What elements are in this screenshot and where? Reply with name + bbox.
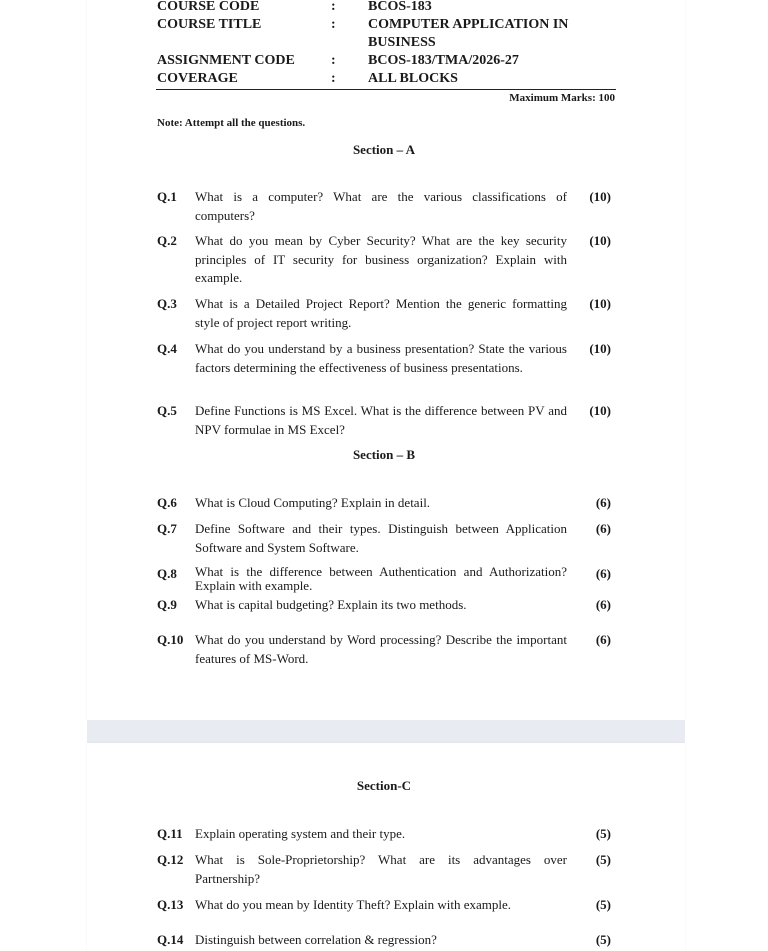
question-number: Q.2	[157, 233, 177, 248]
course-title-value-line1: COMPUTER APPLICATION IN	[368, 17, 569, 32]
question-marks: (10)	[589, 341, 611, 356]
question-marks: (10)	[589, 233, 611, 248]
assignment-code-label: ASSIGNMENT CODE	[157, 53, 295, 68]
question-marks: (5)	[595, 932, 611, 947]
course-title-value-line2: BUSINESS	[368, 35, 436, 50]
course-code-value: BCOS-183	[368, 0, 432, 14]
colon: :	[331, 71, 336, 86]
question-number: Q.14	[157, 932, 184, 947]
question-number: Q.11	[157, 826, 183, 841]
question-number: Q.10	[157, 632, 184, 647]
question-text: Define Software and their types. Distinguish between Application Software and System Software.	[195, 521, 567, 555]
colon: :	[331, 53, 336, 68]
question-number: Q.7	[157, 521, 177, 536]
question-text: What is a computer? What are the various classifications of computers?	[195, 189, 567, 223]
question-marks: (10)	[589, 189, 611, 204]
question-text: What is Cloud Computing? Explain in detail.	[195, 495, 431, 510]
question-text: Explain operating system and their type.	[195, 826, 406, 841]
question-marks: (10)	[589, 296, 611, 311]
question-marks: (5)	[595, 826, 611, 841]
course-title-label: COURSE TITLE	[157, 17, 262, 32]
question-marks: (5)	[595, 897, 611, 912]
question-marks: (6)	[595, 632, 611, 647]
question-number: Q.12	[157, 852, 184, 867]
question-text: Distinguish between correlation & regression?	[195, 932, 437, 947]
page-2	[87, 743, 685, 951]
assignment-code-value: BCOS-183/TMA/2026-27	[368, 53, 519, 68]
question-number: Q.9	[157, 597, 177, 612]
course-code-label: COURSE CODE	[157, 0, 260, 14]
question-text: What do you understand by a business presentation? State the various factors determining the effectiveness of business presentations.	[195, 341, 567, 375]
colon: :	[331, 0, 336, 14]
question-number: Q.4	[157, 341, 177, 356]
question-number: Q.3	[157, 296, 177, 311]
maximum-marks: Maximum Marks: 100	[509, 92, 615, 104]
coverage-value: ALL BLOCKS	[368, 71, 458, 86]
question-number: Q.13	[157, 897, 184, 912]
question-number: Q.6	[157, 495, 177, 510]
question-text: What is the difference between Authentication and Authorization? Explain with example.	[195, 564, 567, 593]
question-text: What do you mean by Cyber Security? What are the key security principles of IT security for business organization? Explain with example.	[195, 233, 567, 285]
header-divider	[156, 89, 616, 90]
question-text: What do you mean by Identity Theft? Explain with example.	[195, 897, 512, 912]
question-text: What do you understand by Word processing? Describe the important features of MS-Word.	[195, 632, 567, 666]
coverage-label: COVERAGE	[157, 71, 238, 86]
question-text: Define Functions is MS Excel. What is the difference between PV and NPV formulae in MS Excel?	[195, 403, 567, 437]
question-marks: (6)	[595, 566, 611, 581]
question-marks: (5)	[595, 852, 611, 867]
question-number: Q.8	[157, 566, 177, 581]
question-text: What is Sole-Proprietorship? What are its advantages over Partnership?	[195, 852, 567, 886]
section-a-title: Section – A	[352, 142, 416, 157]
page-gap	[87, 720, 685, 743]
question-marks: (6)	[595, 597, 611, 612]
question-text: What is a Detailed Project Report? Mention the generic formatting style of project report writing.	[195, 296, 567, 330]
instruction-note: Note: Attempt all the questions.	[157, 117, 306, 129]
colon: :	[331, 17, 336, 32]
question-marks: (6)	[595, 521, 611, 536]
question-marks: (10)	[589, 403, 611, 418]
section-b-title: Section – B	[352, 447, 416, 462]
question-marks: (6)	[595, 495, 611, 510]
section-c-title: Section-C	[356, 778, 412, 793]
question-text: What is capital budgeting? Explain its two methods.	[195, 597, 467, 612]
question-number: Q.1	[157, 189, 177, 204]
question-number: Q.5	[157, 403, 177, 418]
